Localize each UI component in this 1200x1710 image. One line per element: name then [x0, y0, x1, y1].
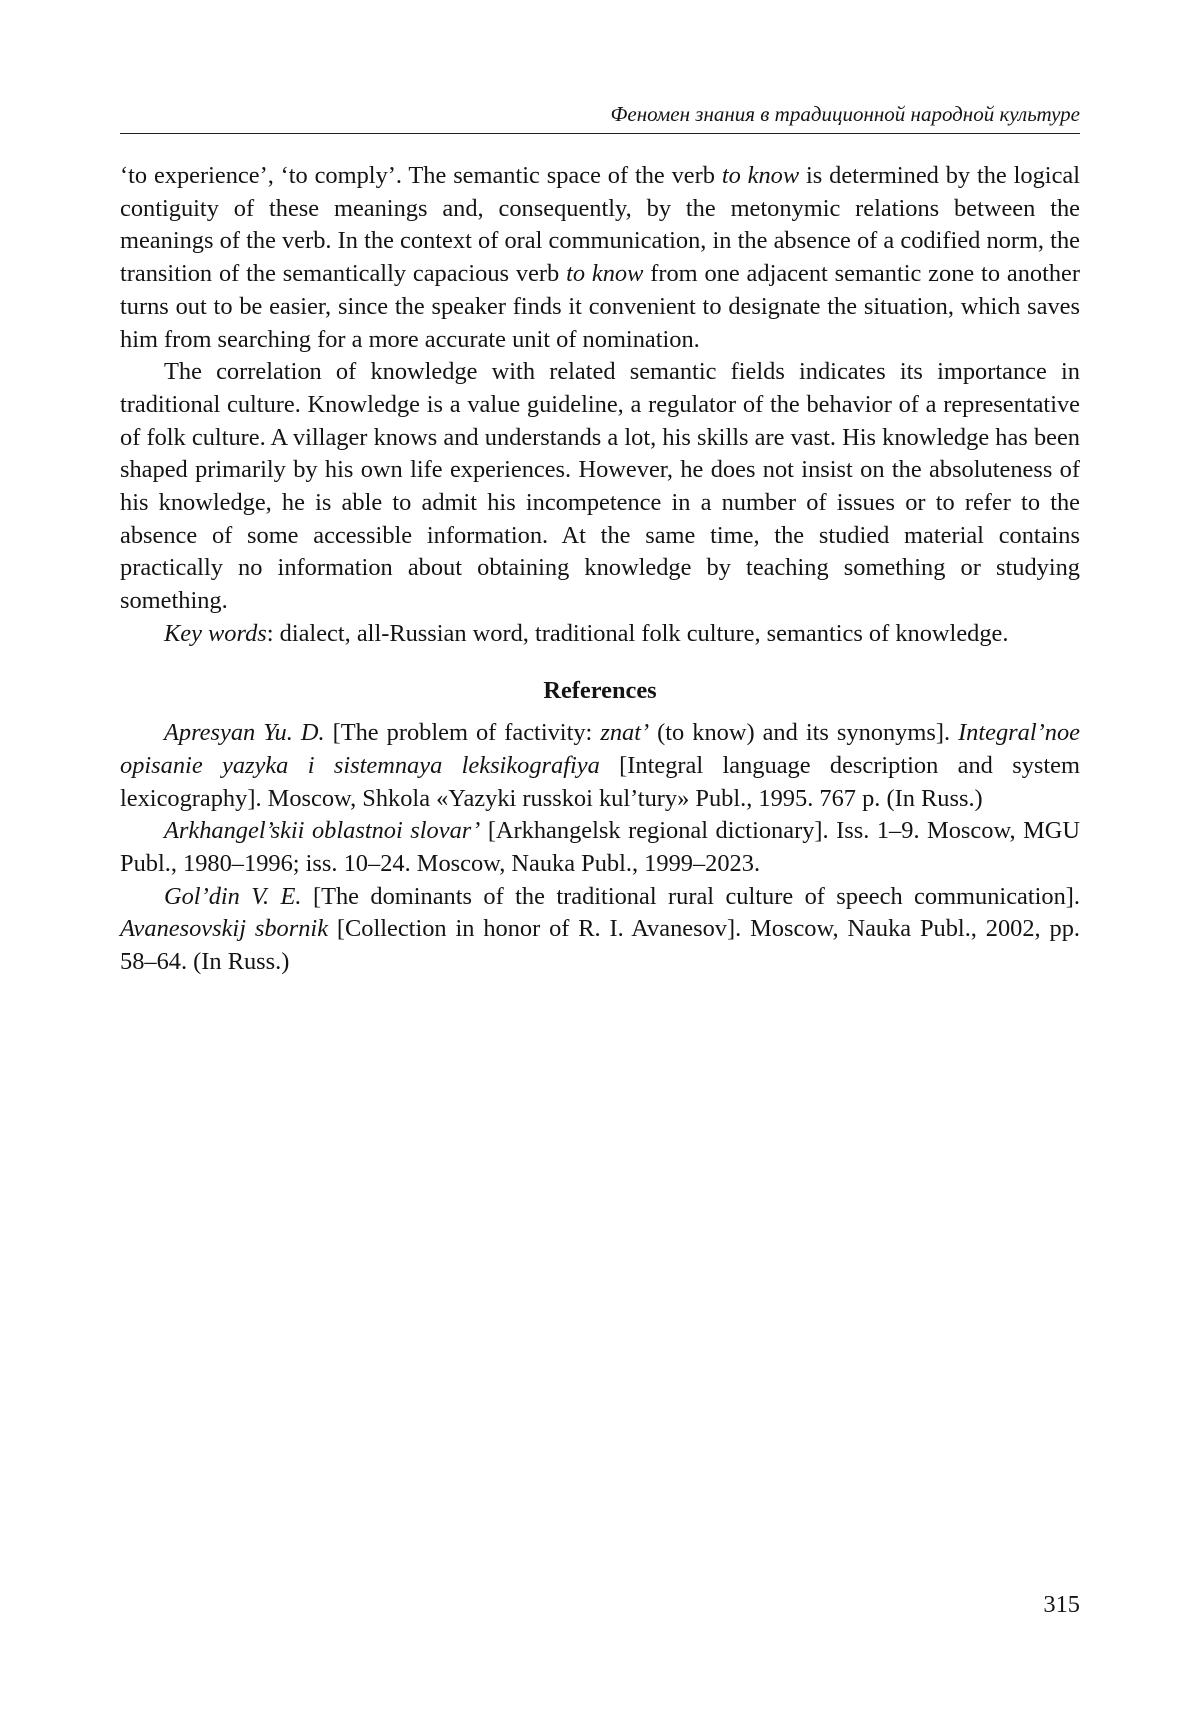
header-divider: [120, 133, 1080, 134]
reference-source-title: Integral’noe opisanie yazyka i sistemnaya leksikografiya: [120, 719, 1080, 779]
reference-item: Gol’din V. E. [The dominants of the traditional rural culture of speech communication]. Avanesovskij sbornik [Collection in honor of R. I. Avanesov]. Moscow, Nauka Publ., 2002, pp. 58–64. (In Russ.): [120, 882, 1081, 976]
reference-author: Apresyan Yu. D.: [164, 719, 325, 747]
reference-source-title: Avanesovskij sbornik: [120, 915, 329, 943]
main-text: [120, 160, 1080, 979]
keywords-label: Key words: [164, 619, 267, 647]
emphasis: to know: [721, 162, 800, 189]
keywords: [120, 618, 1080, 651]
reference-item: Arkhangel’skii oblastnoi slovar’ [Arkhangelsk regional dictionary]. Iss. 1–9. Moscow, MGU Publ., 1980–1996; iss. 10–24. Moscow, Nauka Publ., 1999–2023.: [120, 817, 1081, 878]
keywords-list: : dialect, all-Russian word, traditional folk culture, semantics of knowledge.: [266, 619, 1009, 647]
paragraph-continuation: ‘to experience’, ‘to comply’. The semantic space of the verb to know is determined by the logical contiguity of these meanings and, consequently, by the metonymic relations between the meanings of the verb. In the context of oral communication, in the absence of a codified norm, the transition of the semantically capacious verb to know from one adjacent semantic zone to another turns out to be easier, since the speaker finds it convenient to designate the situation, which saves him from searching for a more accurate unit of nomination.: [120, 162, 1081, 353]
paragraph-correlation: The correlation of knowledge with related semantic fields indicates its importance in traditional culture. Knowledge is a value guideline, a regulator of the behavior of a representative of folk culture. A villager knows and understands a lot, his skills are vast. His knowledge has been shaped primarily by his own life experiences. However, he does not insist on the absoluteness of his knowledge, he is able to admit his incompetence in a number of issues or to refer to the absence of some accessible information. At the same time, the studied material contains practically no information about obtaining knowledge by teaching something or studying something.: [120, 358, 1080, 615]
reference-item: Apresyan Yu. D. [The problem of factivity: znat’ (to know) and its synonyms]. Integral’noe opisanie yazyka i sistemnaya leksikografiya [Integral language description and system lexicography]. Moscow, Shkola «Yazyki russkoi kul’tury» Publ., 1995. 767 p. (In Russ.): [120, 719, 1080, 812]
emphasis: to know: [566, 260, 644, 288]
reference-author: Gol’din V. E.: [164, 882, 302, 910]
reference-source-title: Arkhangel’skii oblastnoi slovar’: [164, 817, 481, 845]
page-number: 315: [1043, 1591, 1080, 1618]
running-header: Феномен знания в традиционной народной культуре: [610, 102, 1080, 126]
references-heading: References: [543, 676, 657, 704]
